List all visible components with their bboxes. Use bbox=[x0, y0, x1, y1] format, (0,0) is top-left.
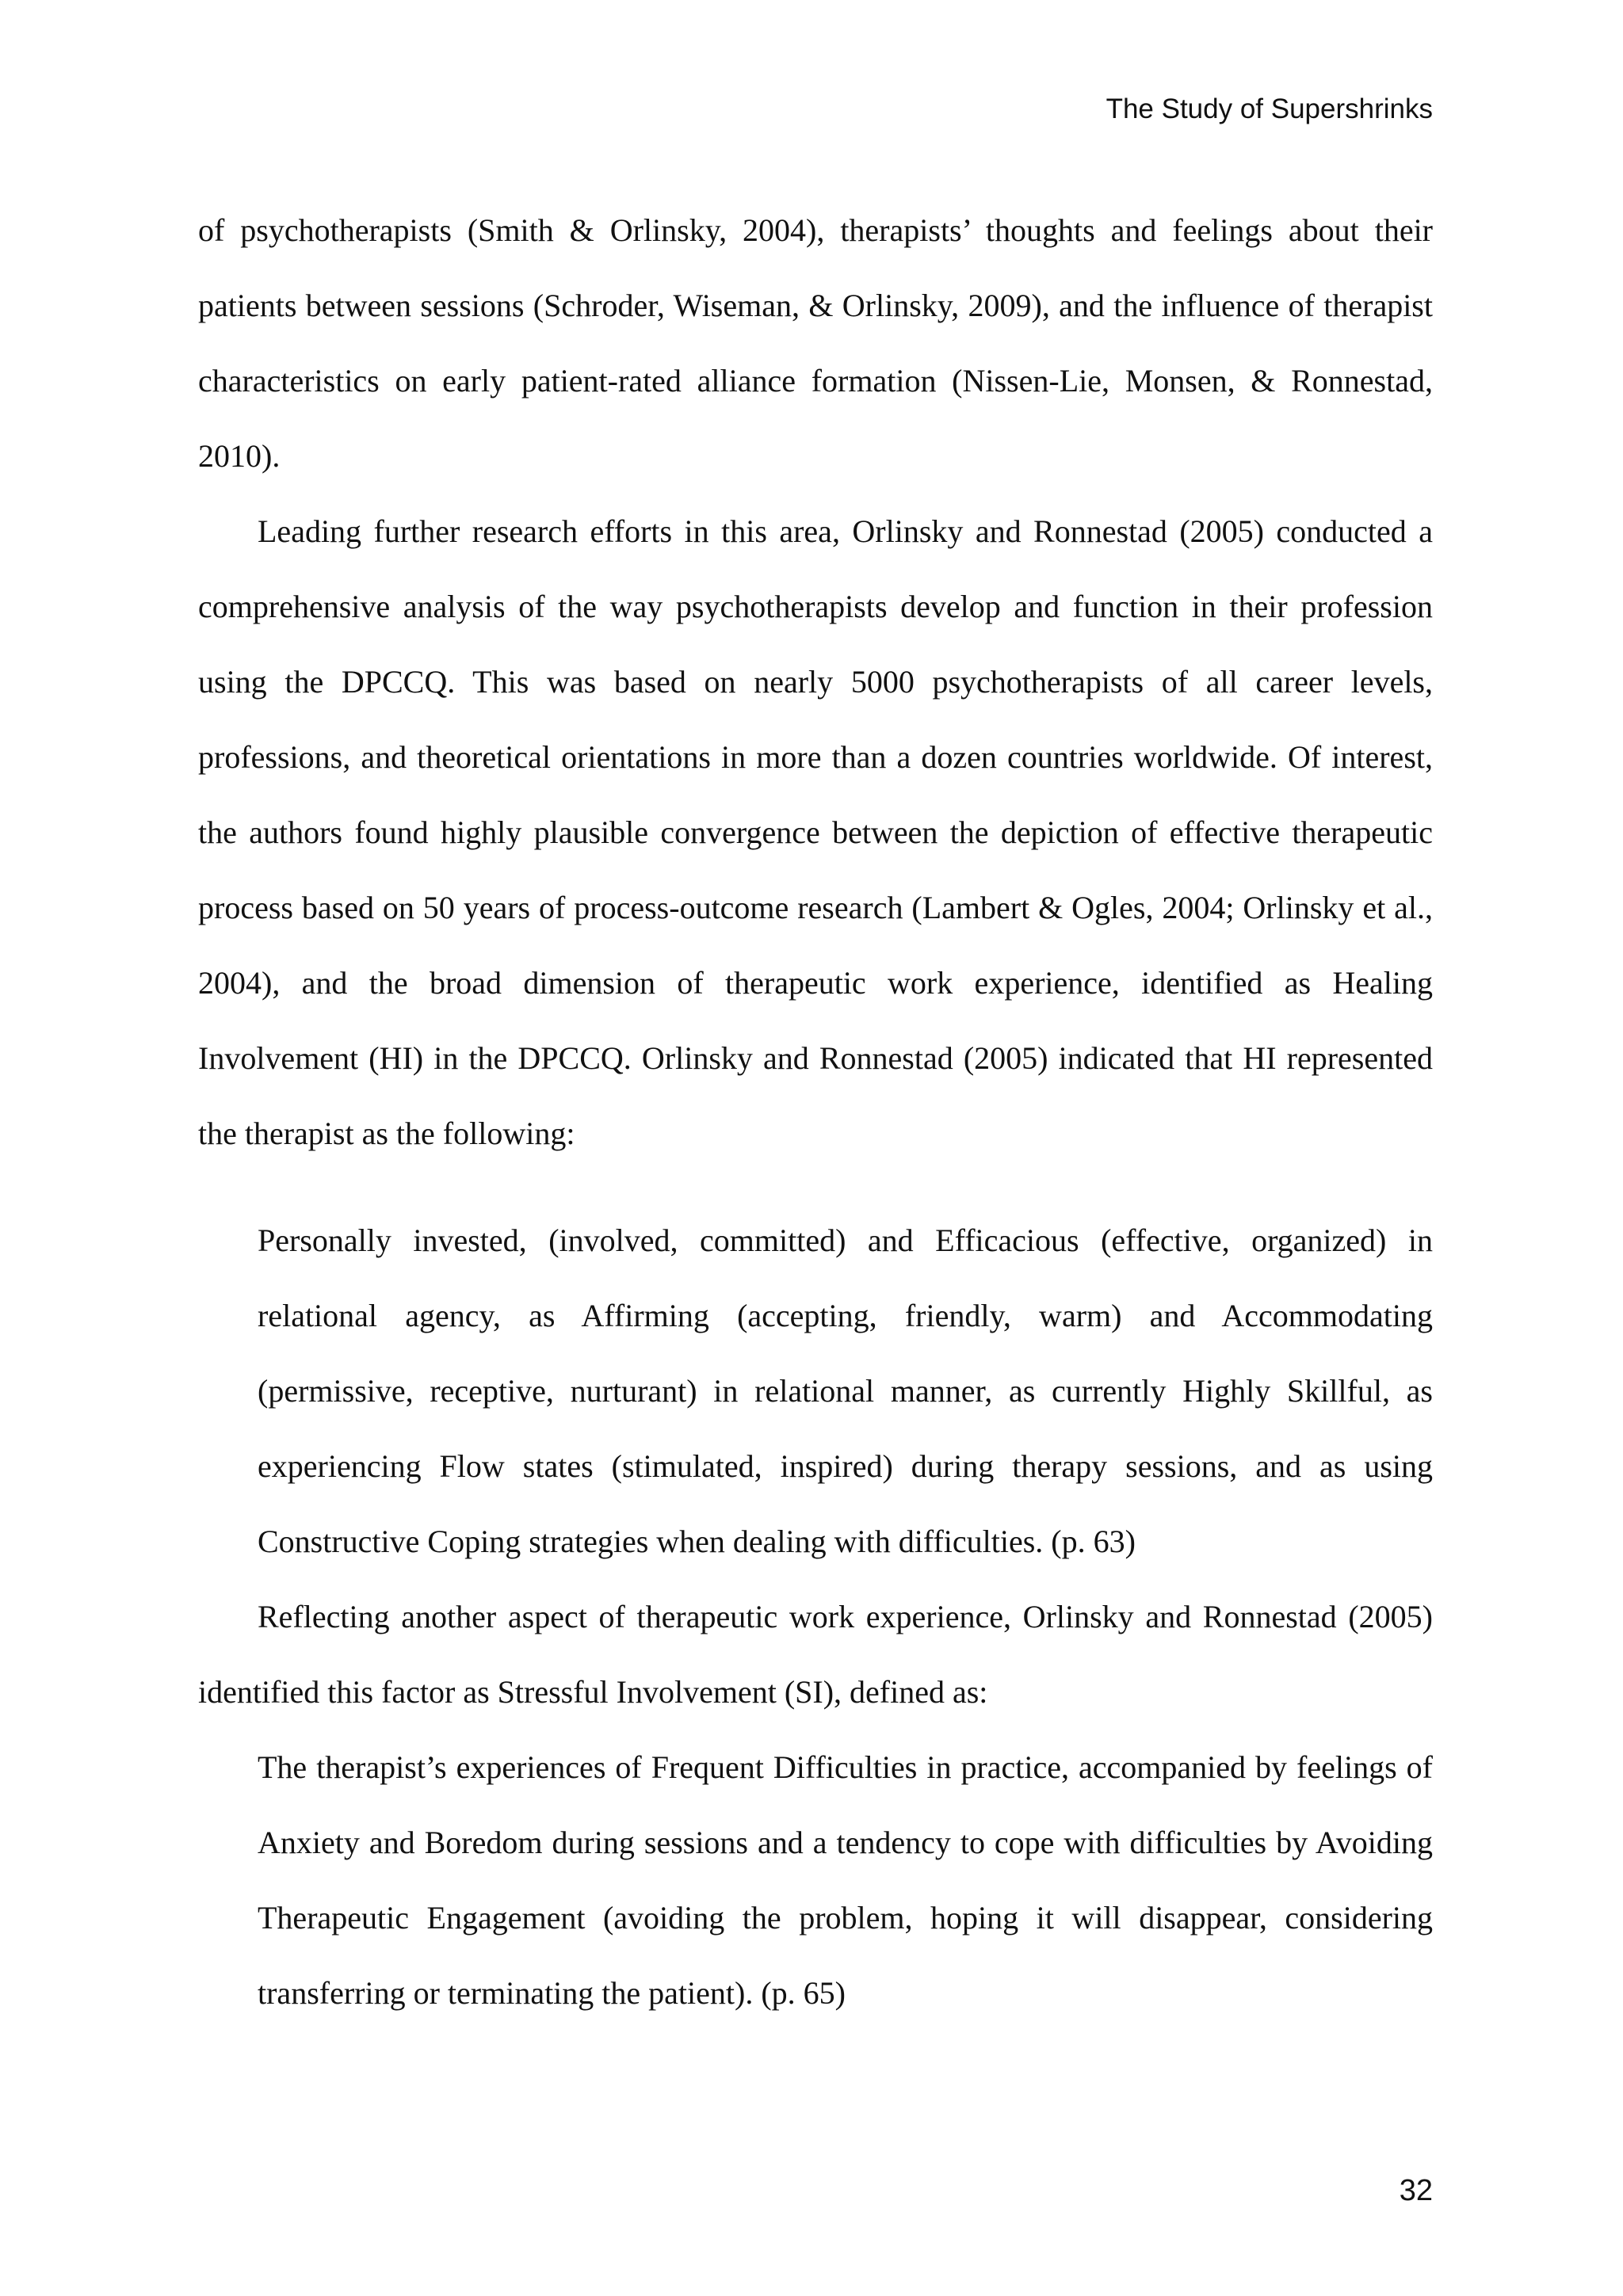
block-quote-stressful-involvement: The therapist’s experiences of Frequent Difficulties in practice, accompanied by feelings of Anxiety and Boredom during sessions and a tendency to cope with difficulties by Avoiding Therapeutic Engagement (avoiding the problem, hoping it will disappear, considering transferring or terminating the patient). (p. 65) bbox=[258, 1749, 1433, 2011]
body-text bbox=[198, 193, 1433, 2031]
block-quote-healing-involvement: Personally invested, (involved, committed) and Efficacious (effective, organized) in relational agency, as Affirming (accepting, friendly, warm) and Accommodating (permissive, receptive, nurturant) in relational manner, as currently Highly Skillful, as experiencing Flow states (stimulated, inspired) during therapy sessions, and as using Constructive Coping strategies when dealing with difficulties. (p. 63) bbox=[258, 1222, 1433, 1559]
paragraph-reflecting-aspect: Reflecting another aspect of therapeutic work experience, Orlinsky and Ronnestad (2005) identified this factor as Stressful Involvement (SI), defined as: bbox=[198, 1599, 1433, 1710]
paragraph-continuation: of psychotherapists (Smith & Orlinsky, 2004), therapists’ thoughts and feelings about their patients between sessions (Schroder, Wiseman, & Orlinsky, 2009), and the influence of therapist characteristics on early patient-rated alliance formation (Nissen-Lie, Monsen, & Ronnestad, 2010). bbox=[198, 212, 1433, 474]
paragraph-leading-research: Leading further research efforts in this area, Orlinsky and Ronnestad (2005) conducted a comprehensive analysis of the way psychotherapists develop and function in their profession using the DPCCQ. This was based on nearly 5000 psychotherapists of all career levels, professions, and theoretical orientations in more than a dozen countries worldwide. Of interest, the authors found highly plausible convergence between the depiction of effective therapeutic process based on 50 years of process-outcome research (Lambert & Ogles, 2004; Orlinsky et al., 2004), and the broad dimension of therapeutic work experience, identified as Healing Involvement (HI) in the DPCCQ. Orlinsky and Ronnestad (2005) indicated that HI represented the therapist as the following: bbox=[198, 513, 1433, 1151]
page-number: 32 bbox=[1399, 2174, 1433, 2207]
running-head: The Study of Supershrinks bbox=[1106, 93, 1433, 124]
